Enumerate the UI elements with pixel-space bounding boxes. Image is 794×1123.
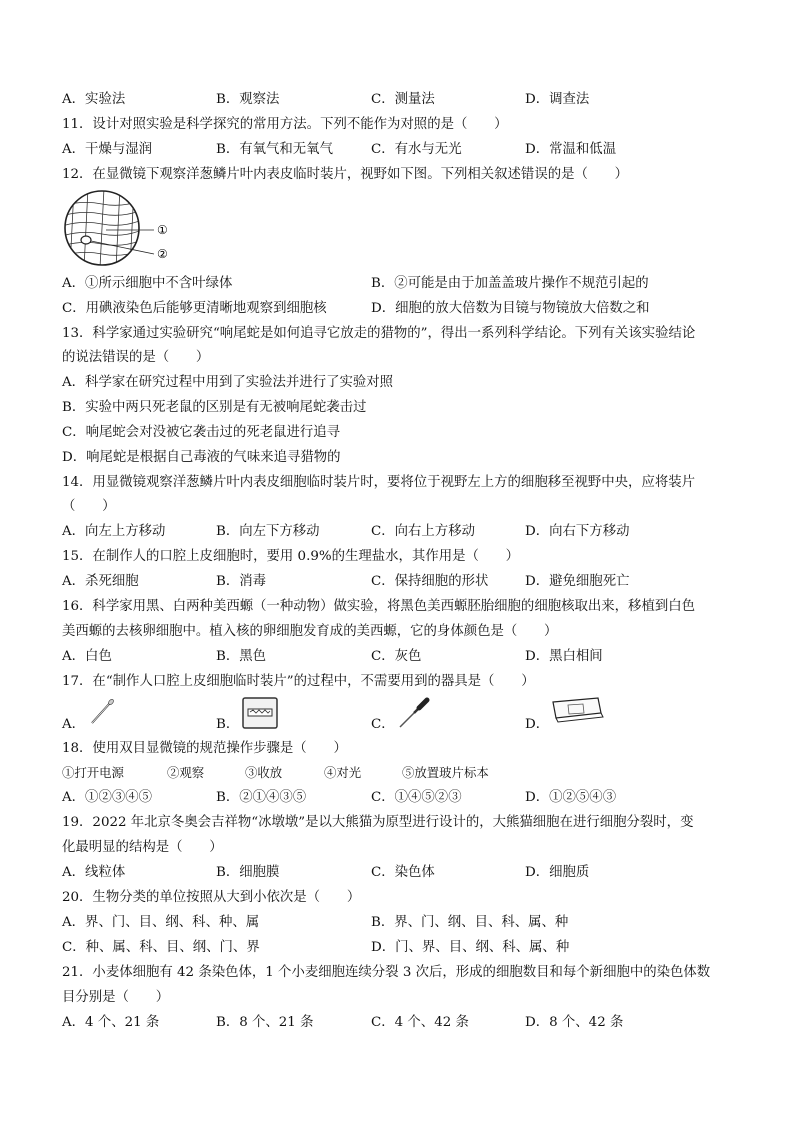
q12-options-row2 <box>62 300 742 318</box>
q14-option-c[interactable]: C．向右上方移动 <box>371 524 475 539</box>
q17-microscope-slide-icon <box>550 696 604 726</box>
q14-option-b[interactable]: B．向左下方移动 <box>216 524 320 539</box>
q19-option-a[interactable]: A．线粒体 <box>62 865 126 880</box>
q16-option-a[interactable]: A．白色 <box>62 649 112 664</box>
q16-stem-line1: 16．科学家用黑、白两种美西螈（一种动物）做实验，将黑色美西螈胚胎细胞的细胞核取出来，移植到白色 <box>62 599 696 614</box>
q14-option-a[interactable]: A．向左上方移动 <box>62 524 166 539</box>
q19-options <box>62 864 742 882</box>
q13-option-d[interactable]: D．响尾蛇是根据自己毒液的气味来追寻猎物的 <box>62 450 341 465</box>
q20-option-b[interactable]: B．界、门、纲、目、科、属、种 <box>371 915 569 930</box>
q20-option-c[interactable]: C．种、属、科、目、纲、门、界 <box>62 940 260 955</box>
q11-option-b[interactable]: B．有氧气和无氧气 <box>216 142 333 157</box>
q17-option-d[interactable]: D． <box>525 717 550 732</box>
q12-option-d[interactable]: D．细胞的放大倍数为目镜与物镜放大倍数之和 <box>371 301 650 316</box>
q19-stem-line1: 19．2022 年北京冬奥会吉祥物“冰墩墩”是以大熊猫为原型进行设计的，大熊猫细胞在进行细胞分裂时，变 <box>62 815 694 830</box>
q16-option-d[interactable]: D．黑白相间 <box>525 649 603 664</box>
q18-step-1: ①打开电源 <box>62 765 124 780</box>
q21-option-d[interactable]: D．8 个、42 条 <box>525 1015 624 1030</box>
q11-option-a[interactable]: A．干燥与湿润 <box>62 142 153 157</box>
q16-stem-line2: 美西螈的去核卵细胞中。植入核的卵细胞发育成的美西螈，它的身体颜色是（ ） <box>62 624 558 639</box>
q18-option-a[interactable]: A．①②③④⑤ <box>62 790 153 805</box>
q12-microscope-view-figure <box>62 188 192 268</box>
q18-step-4: ④对光 <box>324 765 362 780</box>
q20-option-d[interactable]: D．门、界、目、纲、科、属、种 <box>371 940 570 955</box>
q17-razor-blade-icon <box>241 695 279 731</box>
q11-option-c[interactable]: C．有水与无光 <box>371 142 462 157</box>
figure-label-2: ② <box>157 247 168 261</box>
q20-options-row1 <box>62 914 742 932</box>
q17-dropper-icon <box>396 696 432 730</box>
q12-option-c[interactable]: C．用碘液染色后能够更清晰地观察到细胞核 <box>62 301 327 316</box>
q14-option-d[interactable]: D．向右下方移动 <box>525 524 630 539</box>
q15-option-a[interactable]: A．杀死细胞 <box>62 574 139 589</box>
q16-option-c[interactable]: C．灰色 <box>371 649 422 664</box>
q19-option-b[interactable]: B．细胞膜 <box>216 865 280 880</box>
q18-step-2: ②观察 <box>167 765 205 780</box>
q13-stem-line1: 13．科学家通过实验研究“响尾蛇是如何追寻它放走的猎物的”，得出一系列科学结论。下列有关该实验结论 <box>62 326 696 341</box>
q18-options <box>62 789 742 807</box>
q12-option-a[interactable]: A．①所示细胞中不含叶绿体 <box>62 276 233 291</box>
q20-stem: 20．生物分类的单位按照从大到小依次是（ ） <box>62 890 361 905</box>
q20-options-row2 <box>62 939 742 957</box>
q10-option-d[interactable]: D．调查法 <box>525 92 590 107</box>
q15-option-b[interactable]: B．消毒 <box>216 574 267 589</box>
q17-cotton-swab-icon <box>88 698 116 726</box>
q13-option-a[interactable]: A．科学家在研究过程中用到了实验法并进行了实验对照 <box>62 375 394 390</box>
q18-step-5: ⑤放置玻片标本 <box>402 765 489 780</box>
q21-stem-line1: 21．小麦体细胞有 42 条染色体，1 个小麦细胞连续分裂 3 次后，形成的细胞数目和每个新细胞中的染色体数 <box>62 965 711 980</box>
q19-option-d[interactable]: D．细胞质 <box>525 865 590 880</box>
q18-option-d[interactable]: D．①②⑤④③ <box>525 790 617 805</box>
q15-stem: 15．在制作人的口腔上皮细胞时，要用 0.9%的生理盐水，其作用是（ ） <box>62 549 520 564</box>
q13-option-c[interactable]: C．响尾蛇会对没被它袭击过的死老鼠进行追寻 <box>62 425 341 440</box>
q21-stem-line2: 目分别是（ ） <box>62 990 170 1005</box>
q21-option-b[interactable]: B．8 个、21 条 <box>216 1015 314 1030</box>
q17-option-b[interactable]: B． <box>216 717 240 732</box>
q21-option-c[interactable]: C．4 个、42 条 <box>371 1015 469 1030</box>
q16-options <box>62 648 742 666</box>
q14-stem-line2: （ ） <box>62 499 116 514</box>
q15-option-d[interactable]: D．避免细胞死亡 <box>525 574 630 589</box>
q19-option-c[interactable]: C．染色体 <box>371 865 435 880</box>
q15-option-c[interactable]: C．保持细胞的形状 <box>371 574 489 589</box>
q18-step-3: ③收放 <box>245 765 283 780</box>
q19-stem-line2: 化最明显的结构是（ ） <box>62 840 223 855</box>
q11-options <box>62 141 742 159</box>
q18-stem: 18．使用双目显微镜的规范操作步骤是（ ） <box>62 741 347 756</box>
q10-options <box>62 91 742 109</box>
q21-option-a[interactable]: A．4 个、21 条 <box>62 1015 160 1030</box>
q20-option-a[interactable]: A．界、门、目、纲、科、种、属 <box>62 915 260 930</box>
q11-option-d[interactable]: D．常温和低温 <box>525 142 617 157</box>
q14-options <box>62 523 742 541</box>
q13-stem-line2: 的说法错误的是（ ） <box>62 350 210 365</box>
q12-option-b[interactable]: B．②可能是由于加盖盖玻片操作不规范引起的 <box>371 276 649 291</box>
q10-option-c[interactable]: C．测量法 <box>371 92 435 107</box>
q12-stem: 12．在显微镜下观察洋葱鳞片叶内表皮临时装片，视野如下图。下列相关叙述错误的是（ ） <box>62 167 629 182</box>
q18-option-c[interactable]: C．①④⑤②③ <box>371 790 462 805</box>
q17-stem: 17．在“制作人口腔上皮细胞临时装片”的过程中，不需要用到的器具是（ ） <box>62 674 535 689</box>
q11-stem: 11．设计对照实验是科学探究的常用方法。下列不能作为对照的是（ ） <box>62 117 508 132</box>
air-bubble-shape <box>81 236 91 244</box>
q17-option-c[interactable]: C． <box>371 717 395 732</box>
q18-steps <box>62 764 742 782</box>
q13-option-b[interactable]: B．实验中两只死老鼠的区别是有无被响尾蛇袭击过 <box>62 400 367 415</box>
q18-option-b[interactable]: B．②①④③⑤ <box>216 790 307 805</box>
q16-option-b[interactable]: B．黑色 <box>216 649 267 664</box>
q17-option-a[interactable]: A． <box>62 717 86 732</box>
q10-option-a[interactable]: A．实验法 <box>62 92 126 107</box>
q10-option-b[interactable]: B．观察法 <box>216 92 280 107</box>
q14-stem-line1: 14．用显微镜观察洋葱鳞片叶内表皮细胞临时装片时，要将位于视野左上方的细胞移至视野中央，应将装片 <box>62 475 696 490</box>
figure-label-1: ① <box>157 223 168 237</box>
q12-options-row1 <box>62 275 742 293</box>
q15-options <box>62 573 742 591</box>
q21-options <box>62 1014 742 1032</box>
